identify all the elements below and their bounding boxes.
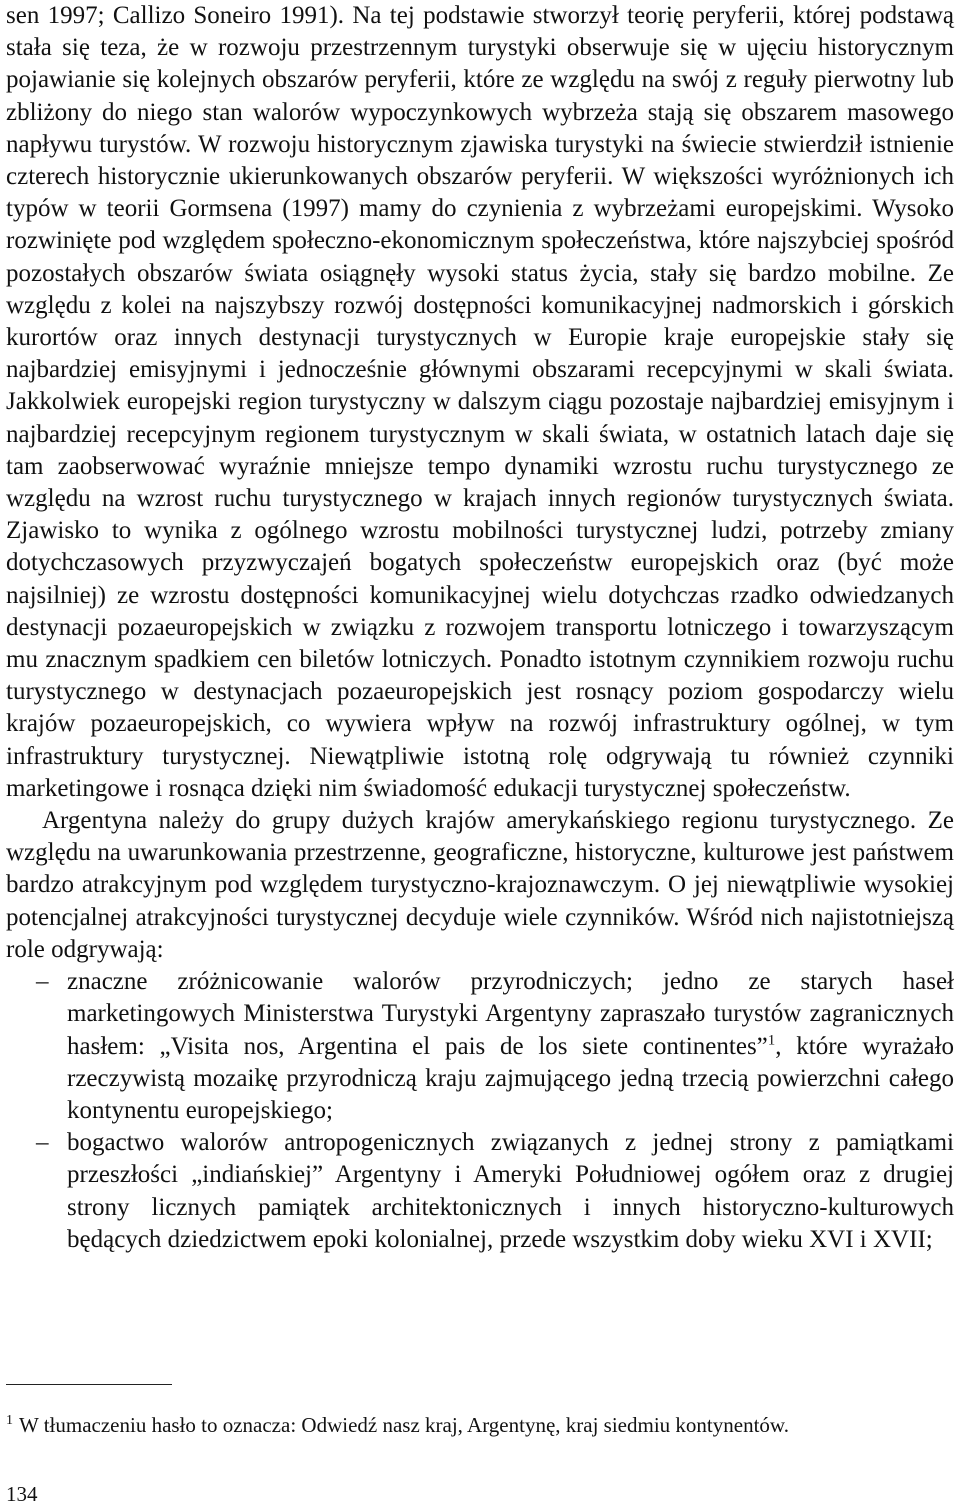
list-item (6, 1127, 954, 1256)
list-item-text: znaczne zróżnicowanie walorów przyrodniczych; jedno ze starych haseł marketingowych Ministerstwa Turystyki Argentyny zapraszało turystów zagranicznych hasłem: „Visita nos, Argentina el pais de los siete continentes” (67, 968, 954, 1060)
footnote-separator (6, 1384, 172, 1385)
page-number: 134 (6, 1482, 38, 1506)
list-dash: – (36, 968, 49, 996)
footnote (6, 1411, 954, 1439)
list-item (6, 966, 954, 1127)
footnote-number: 1 (6, 1413, 13, 1428)
list-dash: – (36, 1129, 49, 1157)
page-body (6, 0, 954, 1256)
list-item-text-continued: , które wyrażało rzeczywistą mozaikę przyrodniczą kraju zajmującego jedną trzecią powierzchni całego kontynentu europejskiego; (67, 1032, 955, 1124)
footnote-text: W tłumaczeniu hasło to oznacza: Odwiedź nasz kraj, Argentynę, kraj siedmiu kontynentów. (19, 1413, 789, 1437)
list-item-text: bogactwo walorów antropogenicznych związanych z jednej strony z pamiątkami przeszłości „indiańskiej” Argentyny i Ameryki Południowej ogółem oraz z drugiej strony licznych pamiątek architektonicznych i innych historyczno-kulturowych będących dziedzictwem epoki kolonialnej, przede wszystkim doby wieku XVI i XVII; (67, 1129, 954, 1253)
paragraph-1: sen 1997; Callizo Soneiro 1991). Na tej podstawie stworzył teorię peryferii, której podstawą stała się teza, że w rozwoju przestrzennym turystyki obserwuje się w ujęciu historycznym pojawianie się kolejnych obszarów peryferii, które ze względu na swój z reguły pierwotny lub zbliżony do niego stan walorów wypoczynkowych wybrzeża stają się obszarem masowego napływu turystów. W rozwoju historycznym zjawiska turystyki na świecie stwierdził istnienie czterech historycznie ukierunkowanych obszarów peryferii. W większości wyróżnionych ich typów w teorii Gormsena (1997) mamy do czynienia z wybrzeżami europejskimi. Wysoko rozwinięte pod względem społeczno-ekonomicznym społeczeństwa, które najszybciej spośród pozostałych obszarów świata osiągnęły wysoki status życia, stały się bardzo mobilne. Ze względu z kolei na najszybszy rozwój dostępności komunikacyjnej nadmorskich i górskich kurortów oraz innych destynacji turystycznych w Europie kraje europejskie stały się najbardziej emisyjnymi i jednocześnie głównymi obszarami recepcyjnymi w skali świata. Jakkolwiek europejski region turystyczny w dalszym ciągu pozostaje najbardziej emisyjnym i najbardziej recepcyjnym regionem turystycznym w skali świata, w ostatnich latach daje się tam zaobserwować wyraźnie mniejsze tempo dynamiki wzrostu ruchu turystycznego ze względu na wzrost ruchu turystycznego w krajach innych regionów turystycznych świata. Zjawisko to wynika z ogólnego wzrostu mobilności turystycznej ludzi, potrzeby zmiany dotychczasowych przyzwyczajeń bogatych społeczeństw europejskich oraz (być może najsilniej) ze wzrostu dostępności komunikacyjnej wielu dotychczas rzadko odwiedzanych destynacji pozaeuropejskich w związku z rozwojem transportu lotniczego i towarzyszącym mu znacznym spadkiem cen biletów lotniczych. Ponadto istotnym czynnikiem rozwoju ruchu turystycznego w destynacjach pozaeuropejskich jest rosnący poziom gospodarczy wielu krajów pozaeuropejskich, co wywiera wpływ na rozwój infrastruktury ogólnej, w tym infrastruktury turystycznej. Niewątpliwie istotną rolę odgrywają tu również czynniki marketingowe i rosnąca dzięki nim świadomość edukacji turystycznej społeczeństw. (6, 2, 954, 802)
footnote-marker: 1 (767, 1032, 776, 1049)
paragraph-2: Argentyna należy do grupy dużych krajów amerykańskiego regionu turystycznego. Ze względu na uwarunkowania przestrzenne, geograficzne, historyczne, kulturowe jest państwem bardzo atrakcyjnym pod względem turystyczno-krajoznawczym. O jej niewątpliwie wysokiej potencjalnej atrakcyjności turystycznej decyduje wiele czynników. Wśród nich najistotniejszą role odgrywają: (6, 807, 954, 963)
factor-list (6, 966, 954, 1256)
